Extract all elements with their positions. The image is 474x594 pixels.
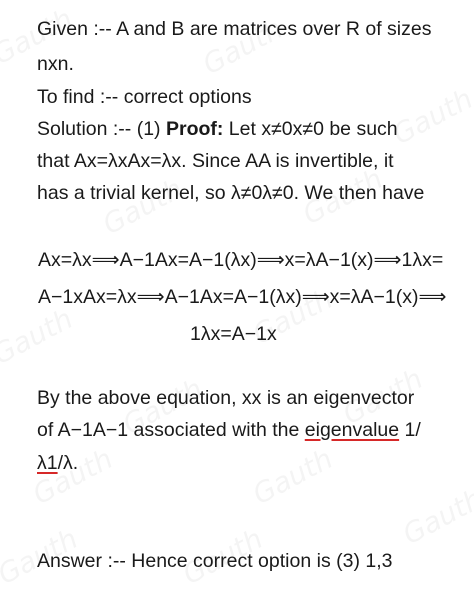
watermark (0, 302, 78, 371)
conclusion-line-2 (37, 418, 421, 442)
conclusion-2-prefix: of A−1A−1 associated with the (37, 419, 305, 441)
eigenvalue-link[interactable]: eigenvalue (304, 419, 400, 441)
given-line-2: nxn. (37, 53, 74, 75)
watermark (387, 82, 474, 151)
solution-rest: Let x≠0x≠0 be such (223, 118, 398, 140)
to-find-line: To find :-- correct options (37, 86, 252, 108)
solution-prefix: Solution :-- (1) (37, 118, 166, 140)
conclusion-line-3 (37, 451, 78, 475)
equation-line-1: Ax=λx⟹A−1Ax=A−1(λx)⟹x=λA−1(x)⟹1λx= (38, 249, 444, 271)
conclusion-3-suffix: /λ. (57, 452, 79, 474)
equation-line-3: 1λx=A−1x (190, 323, 277, 345)
conclusion-2-suffix: 1/ (399, 419, 421, 441)
kernel-line: has a trivial kernel, so λ≠0λ≠0. We then have (37, 182, 425, 204)
given-line-1: Given :-- A and B are matrices over R of sizes (37, 18, 432, 40)
conclusion-line-1: By the above equation, xx is an eigenvector (37, 387, 415, 409)
lambda-link[interactable]: λ1 (37, 452, 58, 474)
solution-line (37, 117, 398, 141)
watermark (397, 482, 474, 551)
that-line: that Ax=λxAx=λx. Since AA is invertible, it (37, 150, 394, 172)
watermark (247, 442, 338, 511)
proof-label: Proof: (165, 118, 224, 140)
equation-line-2: A−1xAx=λx⟹A−1Ax=A−1(λx)⟹x=λA−1(x)⟹ (38, 286, 447, 308)
answer-line: Answer :-- Hence correct option is (3) 1,3 (37, 550, 393, 572)
